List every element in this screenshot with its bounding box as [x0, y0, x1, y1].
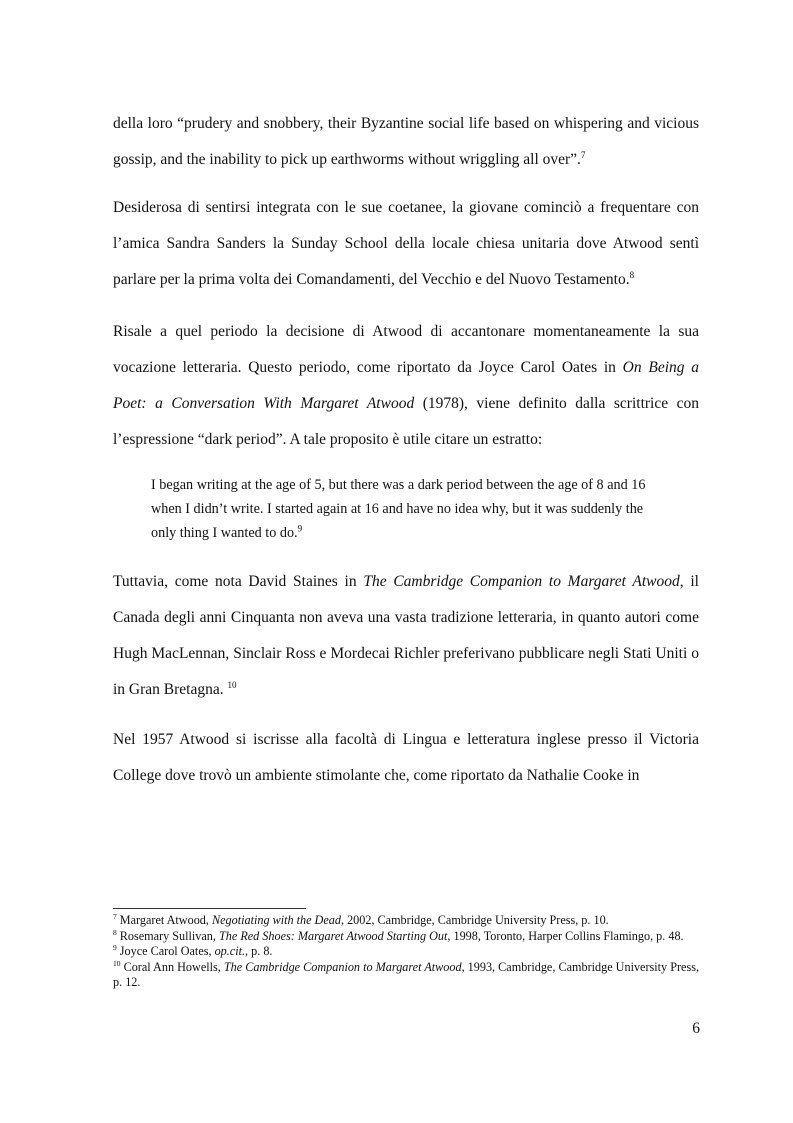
footnote-text: Rosemary Sullivan,	[116, 928, 219, 943]
paragraph-5-text: Nel 1957 Atwood si iscrisse alla facoltà di Lingua e letteratura inglese presso il Victoria College dove trovò un ambiente stimolante che, come riportato da Nathalie Cooke in	[113, 731, 699, 784]
footnotes-section	[113, 913, 699, 991]
footnote-text: , 1998, Toronto, Harper Collins Flamingo, p. 48.	[447, 928, 684, 943]
paragraph-2	[113, 190, 699, 298]
footnote-9	[113, 944, 699, 960]
paragraph-3	[113, 314, 699, 458]
footnote-text: Coral Ann Howells,	[120, 959, 224, 974]
footnote-text: , 2002, Cambridge, Cambridge University Press, p. 10.	[340, 913, 609, 927]
footnote-separator	[113, 908, 306, 909]
footnote-text: , 1993, Cambridge, Cambridge University Press, p. 12.	[113, 959, 699, 989]
footnote-7	[113, 913, 699, 929]
footnote-ref-8[interactable]: 8	[629, 269, 635, 280]
paragraph-4-text-a: Tuttavia, come nota David Staines in	[113, 573, 364, 590]
paragraph-4	[113, 564, 699, 708]
footnote-title: The Cambridge Companion to Margaret Atwood	[223, 959, 462, 974]
paragraph-4-text-b: , il Canada degli anni Cinquanta non aveva una vasta tradizione letteraria, in quanto autori come Hugh MacLennan, Sinclair Ross e Mordecai Richler preferivano pubblicare negli Stati Uniti o in Gran Bretagna.	[113, 573, 699, 698]
footnote-number: 7	[113, 911, 117, 921]
footnote-text: , p. 8.	[245, 944, 273, 958]
footnote-8	[113, 929, 699, 945]
block-quote	[151, 473, 663, 545]
footnote-number: 10	[113, 958, 121, 968]
paragraph-1-text: della loro “prudery and snobbery, their Byzantine social life based on whispering and vicious gossip, and the inability to pick up earthworms without wriggling all over”.	[113, 115, 699, 168]
footnote-10	[113, 960, 699, 991]
paragraph-3-text-b: (1978), viene definito dalla scrittrice con l’espressione “dark period”. A tale proposito è utile citare un estratto:	[113, 395, 700, 448]
block-quote-text: I began writing at the age of 5, but there was a dark period between the age of 8 and 16 when I didn’t write. I started again at 16 and have no idea why, but it was suddenly the only thing I wanted to do.	[151, 477, 646, 541]
paragraph-1	[113, 106, 699, 178]
paragraph-4-title: The Cambridge Companion to Margaret Atwood	[363, 573, 680, 590]
footnote-number: 8	[113, 927, 117, 937]
footnote-title: The Red Shoes: Margaret Atwood Starting Out	[218, 928, 448, 943]
footnote-ref-7[interactable]: 7	[580, 149, 586, 160]
paragraph-3-title: On Being a Poet: a Conversation With Margaret Atwood	[113, 359, 699, 412]
page-number: 6	[692, 1020, 700, 1037]
paragraph-3-text-a: Risale a quel periodo la decisione di Atwood di accantonare momentaneamente la sua vocazione letteraria. Questo periodo, come riportato da Joyce Carol Oates in	[113, 323, 699, 376]
paragraph-2-text: Desiderosa di sentirsi integrata con le sue coetanee, la giovane cominciò a frequentare con l’amica Sandra Sanders la Sunday School della locale chiesa unitaria dove Atwood sentì parlare per la prima volta dei Comandamenti, del Vecchio e del Nuovo Testamento.	[113, 199, 699, 288]
footnote-title: Negotiating with the Dead	[211, 913, 341, 927]
footnote-number: 9	[113, 942, 117, 952]
paragraph-5	[113, 722, 699, 794]
footnote-text: Joyce Carol Oates,	[116, 944, 215, 958]
footnote-text: Margaret Atwood,	[116, 913, 212, 927]
footnote-ref-10[interactable]: 10	[227, 679, 237, 690]
footnote-ref-9[interactable]: 9	[297, 523, 303, 534]
footnote-title: op.cit.	[214, 944, 246, 958]
